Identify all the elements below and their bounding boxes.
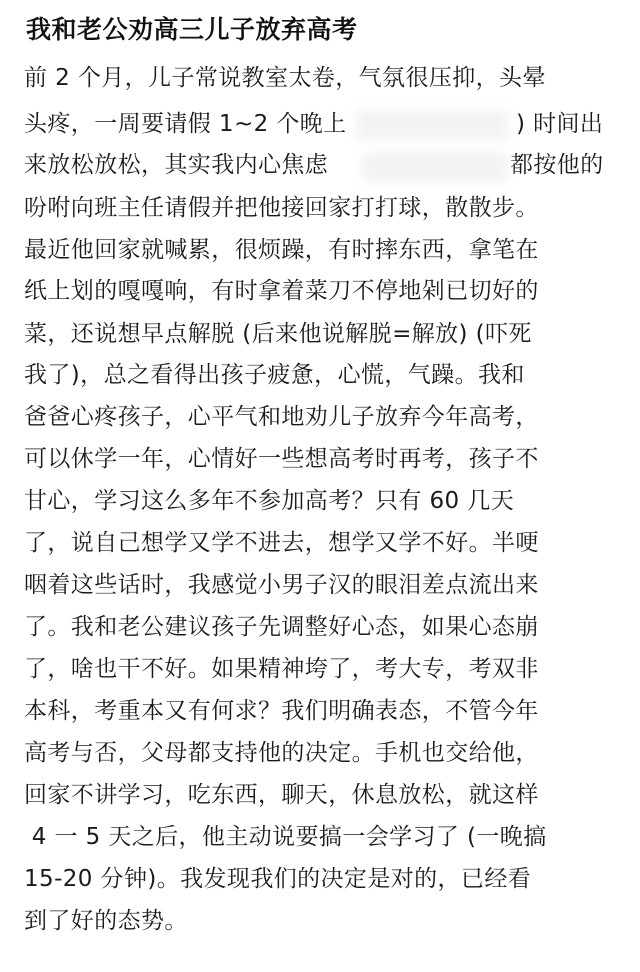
body-line-6: 纸上划的嘎嘎响，有时拿着菜刀不停地剁已切好的 — [24, 278, 539, 304]
redacted-blur-2 — [362, 152, 508, 182]
body-line-1: 前 2 个月，儿子常说教室太卷，气氛很压抑，头晕 — [24, 65, 546, 91]
body-line-12: 了，说自己想学又学不进去，想学又学不好。半哽 — [24, 530, 539, 556]
body-line-13: 咽着这些话时，我感觉小男子汉的眼泪差点流出来 — [24, 572, 539, 598]
body-line-3-end: 都按他的 — [510, 152, 604, 178]
post-title: 我和老公劝高三儿子放弃高考 — [26, 15, 358, 44]
body-line-8: 我了)，总之看得出孩子疲惫，心慌，气躁。我和 — [24, 362, 525, 388]
body-line-15: 了，啥也干不好。如果精神垮了，考大专，考双非 — [24, 656, 539, 682]
body-line-4: 吩咐向班主任请假并把他接回家打打球，散散步。 — [24, 195, 539, 221]
body-line-7: 菜，还说想早点解脱 (后来他说解脱=解放) (吓死 — [24, 321, 532, 347]
body-line-10: 可以休学一年，心情好一些想高考时再考，孩子不 — [24, 446, 539, 472]
body-line-3: 来放松放松，其实我内心焦虑 — [24, 152, 329, 178]
body-line-20: 15-20 分钟)。我发现我们的决定是对的，已经看 — [24, 866, 532, 892]
body-line-18: 回家不讲学习，吃东西，聊天，休息放松，就这样 — [24, 782, 539, 808]
redacted-blur-1 — [356, 110, 508, 140]
body-line-9: 爸爸心疼孩子，心平气和地劝儿子放弃今年高考， — [24, 404, 539, 430]
body-line-2: 头疼，一周要请假 1~2 个晚上 — [24, 111, 347, 137]
body-line-2-end: ) 时间出 — [516, 111, 604, 137]
body-line-21: 到了好的态势。 — [24, 908, 188, 934]
body-line-11: 甘心，学习这么多年不参加高考？只有 60 几天 — [24, 488, 515, 514]
body-line-5: 最近他回家就喊累，很烦躁，有时摔东西，拿笔在 — [24, 237, 539, 263]
body-line-19: 4 一 5 天之后，他主动说要搞一会学习了 (一晚搞 — [24, 824, 547, 850]
body-line-17: 高考与否，父母都支持他的决定。手机也交给他， — [24, 740, 539, 766]
body-line-14: 了。我和老公建议孩子先调整好心态，如果心态崩 — [24, 614, 539, 640]
body-line-16: 本科，考重本又有何求？我们明确表态，不管今年 — [24, 698, 539, 724]
